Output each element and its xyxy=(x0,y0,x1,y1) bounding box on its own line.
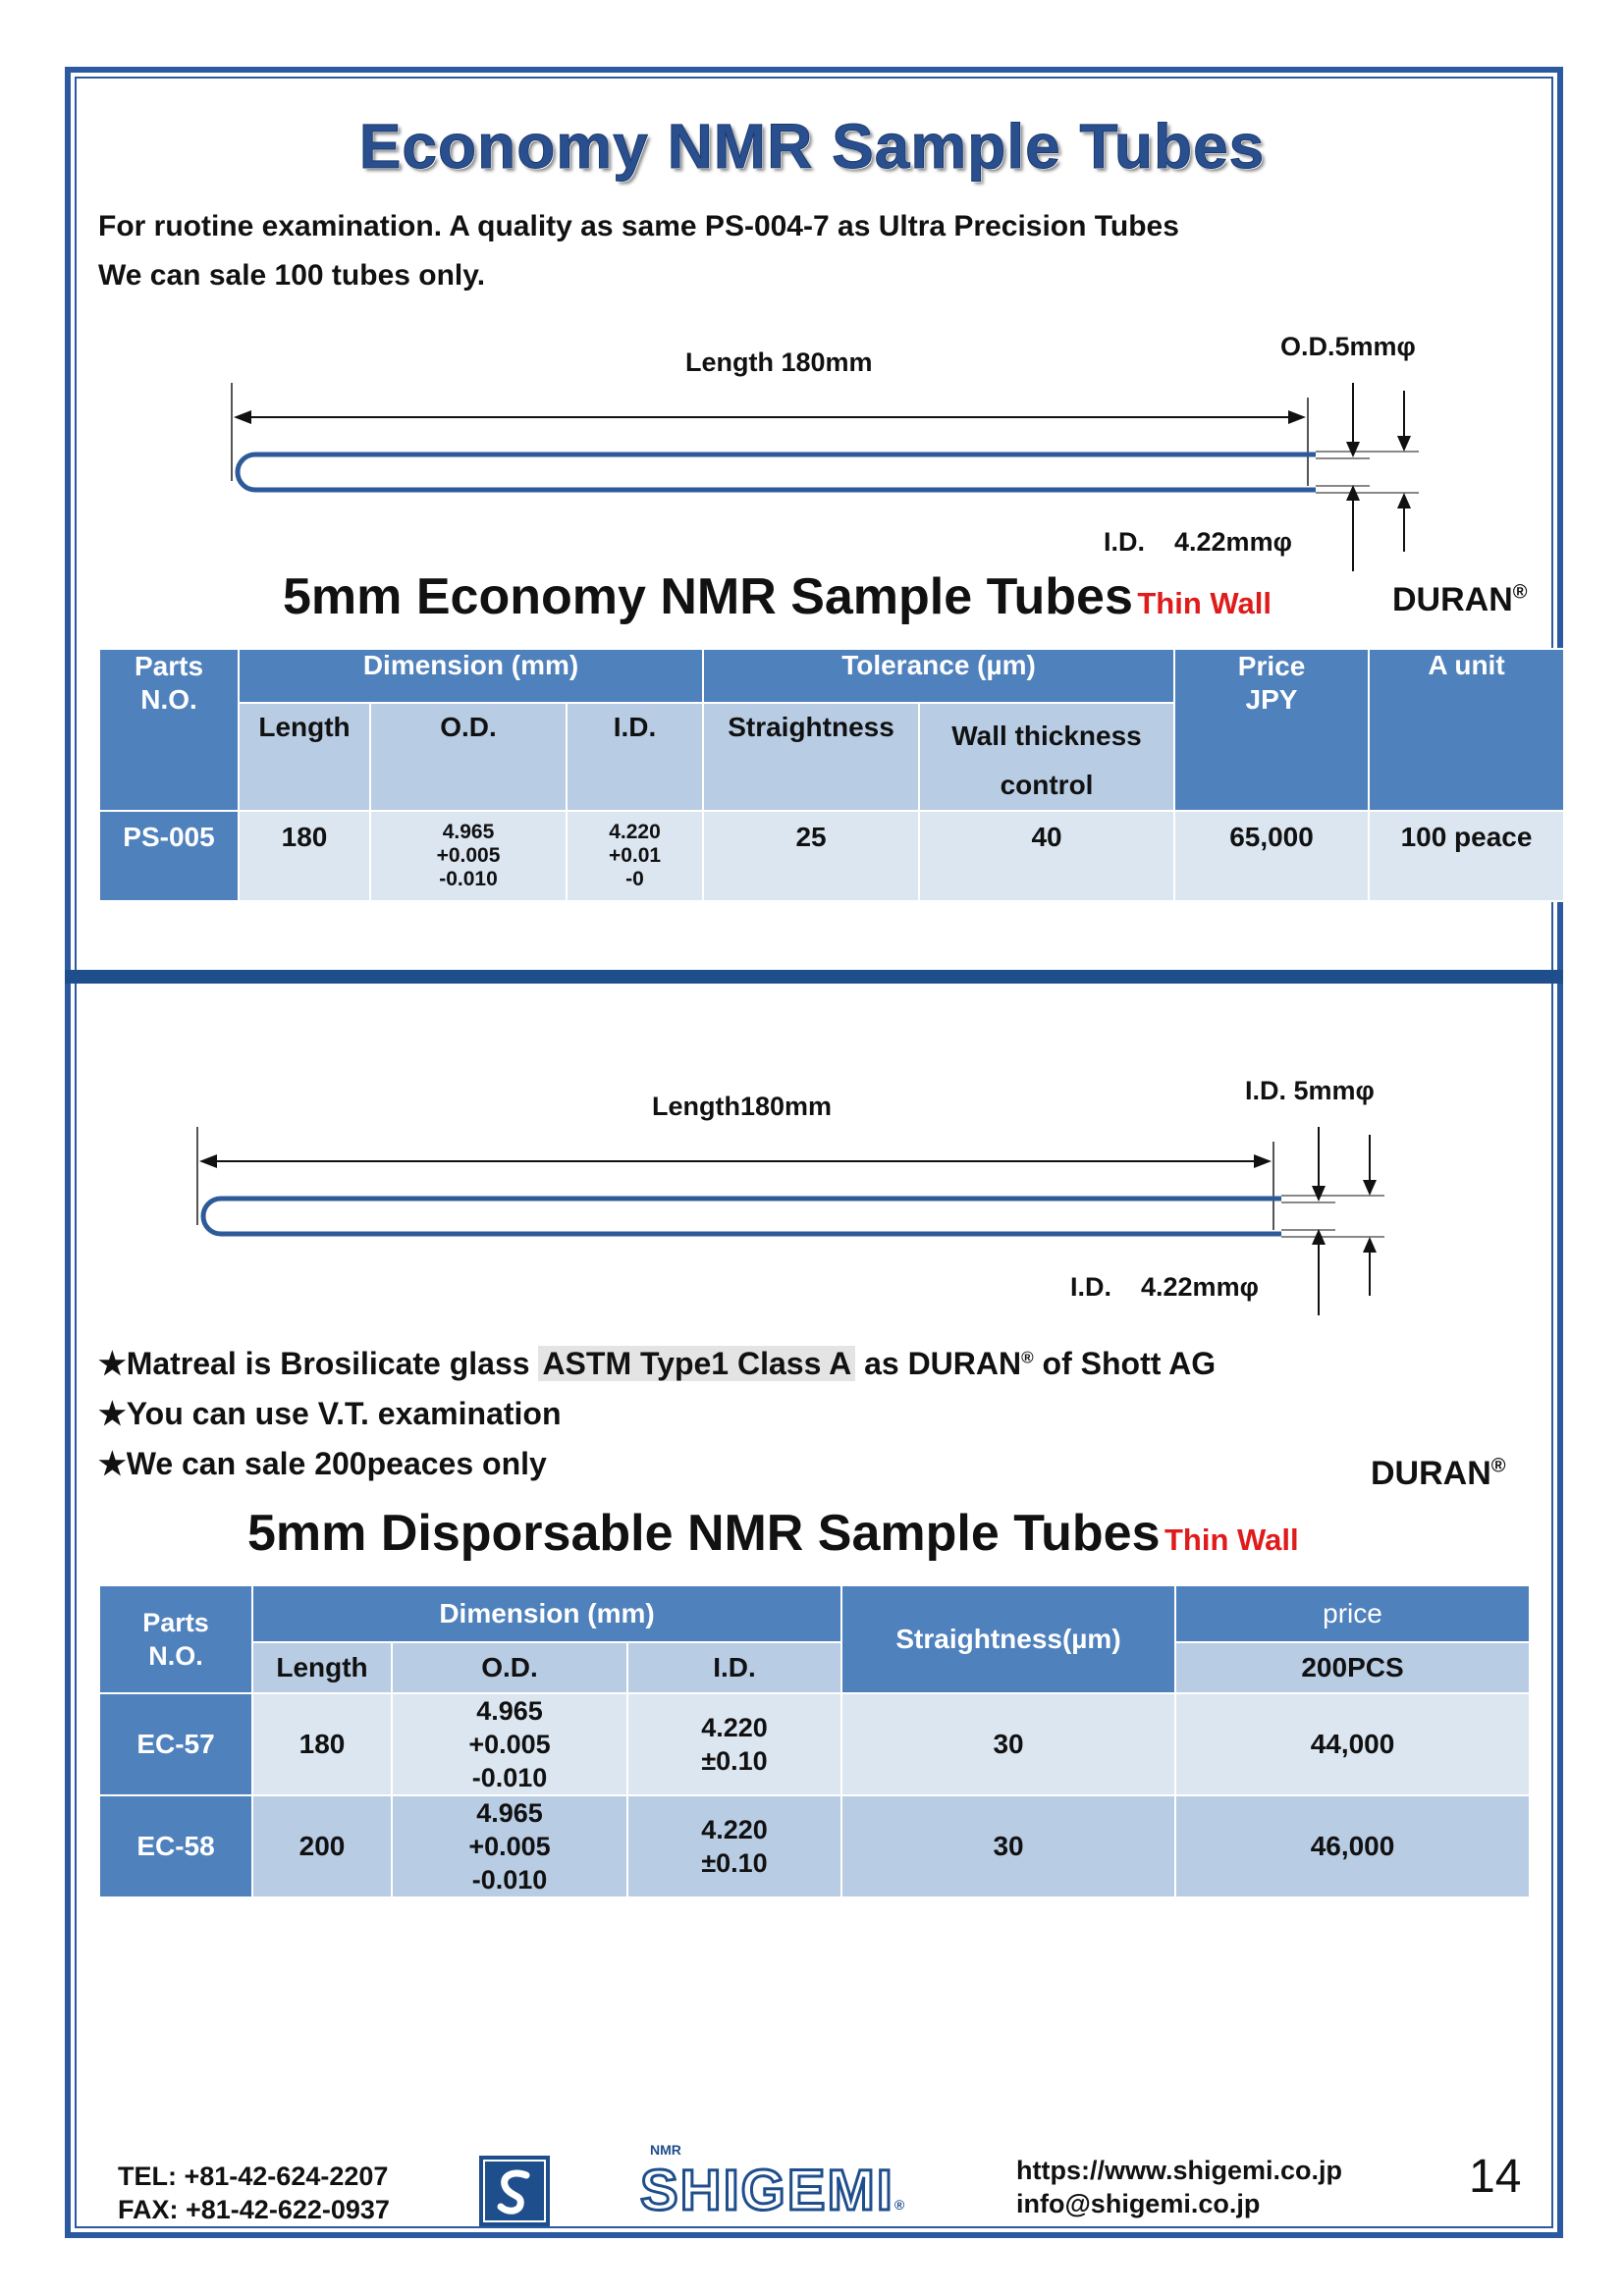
registered-mark: ® xyxy=(1512,581,1528,604)
section2-title: 5mm Disporsable NMR Sample Tubes xyxy=(247,1505,1161,1562)
length-value: 180 xyxy=(239,811,370,901)
section1-heading xyxy=(283,567,1272,626)
sub-straightness: Straightness xyxy=(703,703,919,811)
part-number: PS-005 xyxy=(99,811,239,901)
straightness-value: 30 xyxy=(841,1693,1175,1795)
section2-heading xyxy=(247,1504,1299,1563)
wall-value: 40 xyxy=(919,811,1174,901)
header-price: price xyxy=(1175,1585,1530,1642)
section1-thin-wall: Thin Wall xyxy=(1137,586,1272,620)
header-parts: Parts N.O. xyxy=(99,1585,252,1693)
sub-id: I.D. xyxy=(627,1642,841,1693)
length-value: 200 xyxy=(252,1795,392,1897)
tel-text: TEL: +81-42-624-2207 xyxy=(118,2162,389,2191)
sub-pcs: 200PCS xyxy=(1175,1642,1530,1693)
table-row xyxy=(99,1795,1530,1897)
bullet-sale: ★We can sale 200peaces only xyxy=(98,1446,547,1481)
price-value: 46,000 xyxy=(1175,1795,1530,1897)
shigemi-logo-icon xyxy=(479,2156,550,2226)
sub-length: Length xyxy=(252,1642,392,1693)
brand-name: DURAN xyxy=(1371,1455,1491,1492)
logo-wordmark: SHIGEMI® xyxy=(640,2159,907,2222)
section1-title: 5mm Economy NMR Sample Tubes xyxy=(283,568,1133,625)
part-number: EC-58 xyxy=(99,1795,252,1897)
section2-thin-wall: Thin Wall xyxy=(1164,1522,1299,1557)
brand-name: DURAN xyxy=(1392,581,1513,618)
header-parts: Parts N.O. xyxy=(99,649,239,811)
od-value: 4.965 +0.005 -0.010 xyxy=(392,1795,627,1897)
od-label-1: O.D.5mmφ xyxy=(1280,332,1416,361)
id-value: 4.220 ±0.10 xyxy=(627,1693,841,1795)
header-tolerance: Tolerance (µm) xyxy=(703,649,1174,703)
header-straightness: Straightness(µm) xyxy=(841,1585,1175,1693)
intro-line-1: For ruotine examination. A quality as same PS-004-7 as Ultra Precision Tubes xyxy=(98,210,1179,242)
intro-line-2: We can sale 100 tubes only. xyxy=(98,259,486,292)
part-number: EC-57 xyxy=(99,1693,252,1795)
od-value: 4.965 +0.005 -0.010 xyxy=(370,811,567,901)
straightness-value: 25 xyxy=(703,811,919,901)
sub-length: Length xyxy=(239,703,370,811)
id-label-1: I.D. 4.22mmφ xyxy=(1104,527,1292,557)
section2-brand xyxy=(1371,1455,1506,1493)
sub-od: O.D. xyxy=(392,1642,627,1693)
unit-value: 100 peace xyxy=(1369,811,1564,901)
disposable-spec-table xyxy=(98,1584,1531,1898)
astm-highlight: ASTM Type1 Class A xyxy=(538,1346,855,1381)
bullet-vt-exam: ★You can use V.T. examination xyxy=(98,1396,562,1431)
logo-nmr-text: NMR xyxy=(650,2142,681,2158)
registered-mark: ® xyxy=(1490,1455,1506,1477)
table-row xyxy=(99,1693,1530,1795)
contact-web xyxy=(1016,2154,1342,2220)
id-value: 4.220 ±0.10 xyxy=(627,1795,841,1897)
id-value: 4.220 +0.01 -0 xyxy=(567,811,703,901)
od-value: 4.965 +0.005 -0.010 xyxy=(392,1693,627,1795)
straightness-value: 30 xyxy=(841,1795,1175,1897)
bullet-material: ★Matreal is Brosilicate glass ASTM Type1 Class A as DURAN® of Shott AG xyxy=(98,1346,1217,1381)
length-value: 180 xyxy=(252,1693,392,1795)
length-label-1: Length 180mm xyxy=(685,347,873,377)
header-unit: A unit xyxy=(1369,649,1564,811)
od-label-2: I.D. 5mmφ xyxy=(1245,1076,1375,1105)
id-label-2: I.D. 4.22mmφ xyxy=(1070,1272,1259,1302)
sub-wall-thickness: Wall thickness control xyxy=(919,703,1174,811)
section1-brand xyxy=(1392,581,1528,619)
page-number: 14 xyxy=(1469,2151,1522,2203)
section-divider xyxy=(65,970,1563,984)
header-dimension: Dimension (mm) xyxy=(252,1585,841,1642)
header-dimension: Dimension (mm) xyxy=(239,649,703,703)
length-label-2: Length180mm xyxy=(652,1092,833,1121)
email-link[interactable]: info@shigemi.co.jp xyxy=(1016,2189,1261,2218)
header-price: Price JPY xyxy=(1174,649,1369,811)
price-value: 44,000 xyxy=(1175,1693,1530,1795)
fax-text: FAX: +81-42-622-0937 xyxy=(118,2195,390,2224)
table-row xyxy=(99,811,1564,901)
price-value: 65,000 xyxy=(1174,811,1369,901)
sub-id: I.D. xyxy=(567,703,703,811)
page-title: Economy NMR Sample Tubes xyxy=(358,111,1266,182)
economy-spec-table xyxy=(98,648,1565,902)
contact-phone xyxy=(118,2160,390,2226)
website-link[interactable]: https://www.shigemi.co.jp xyxy=(1016,2156,1343,2185)
sub-od: O.D. xyxy=(370,703,567,811)
